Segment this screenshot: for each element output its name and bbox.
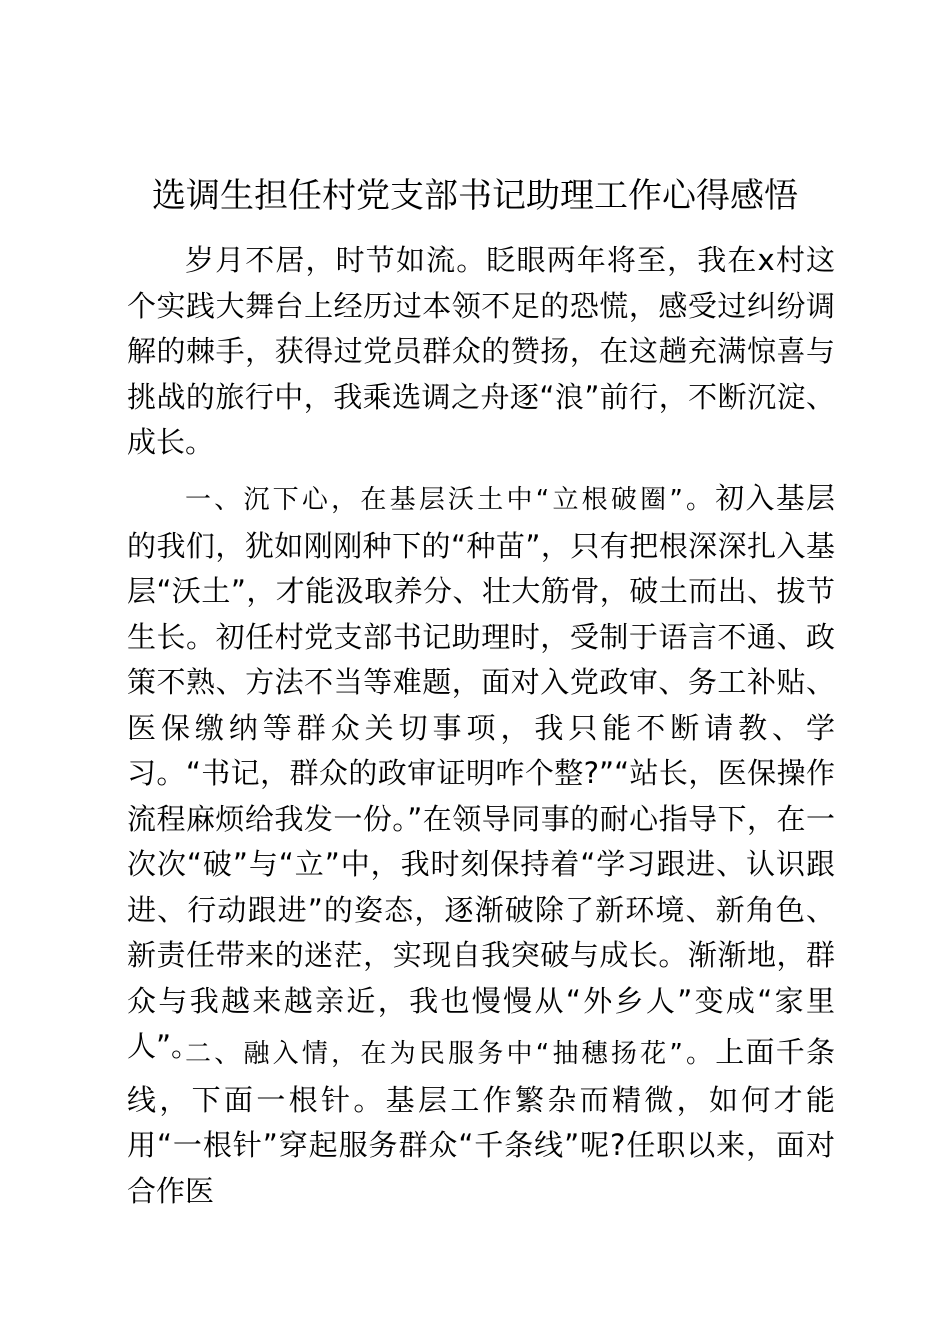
paragraph-1-text: 岁月不居，时节如流。眨眼两年将至，我在x村这个实践大舞台上经历过本领不足的恐慌，感受过纠纷调解的棘手，获得过党员群众的赞扬，在这趟充满惊喜与挑战的旅行中，我乘选调之舟逐“浪”前行，不断沉淀、成长。: [127, 243, 835, 459]
paragraph-2: [127, 476, 835, 1070]
document-title: 选调生担任村党支部书记助理工作心得感悟: [152, 176, 798, 216]
paragraph-1: [127, 238, 835, 466]
section-1-heading: 一、沉下心，在基层沃土中“立根破圈”。: [185, 485, 716, 515]
paragraph-2-text: 初入基层的我们，犹如刚刚种下的“种苗”，只有把根深深扎入基层“沃土”，才能汲取养分、壮大筋骨，破土而出、拔节生长。初任村党支部书记助理时，受制于语言不通、政策不熟、方法不当等难题，面对入党政审、务工补贴、医保缴纳等群众关切事项，我只能不断请教、学习。“书记，群众的政审证明咋个整?”“站长，医保操作流程麻烦给我发一份。”在领导同事的耐心指导下，在一次次“破”与“立”中，我时刻保持着“学习跟进、认识跟进、行动跟进”的姿态，逐渐破除了新环境、新角色、新责任带来的迷茫，实现自我突破与成长。渐渐地，群众与我越来越亲近，我也慢慢从“外乡人”变成“家里人”。: [127, 481, 835, 1063]
paragraph-3-text: 上面千条线，下面一根针。基层工作繁杂而精微，如何才能用“一根针”穿起服务群众“千条线”呢?任职以来，面对合作医: [127, 1035, 835, 1208]
paragraph-3: [127, 1030, 835, 1214]
section-2-heading: 二、融入情，在为民服务中“抽穗扬花”。: [185, 1039, 716, 1069]
